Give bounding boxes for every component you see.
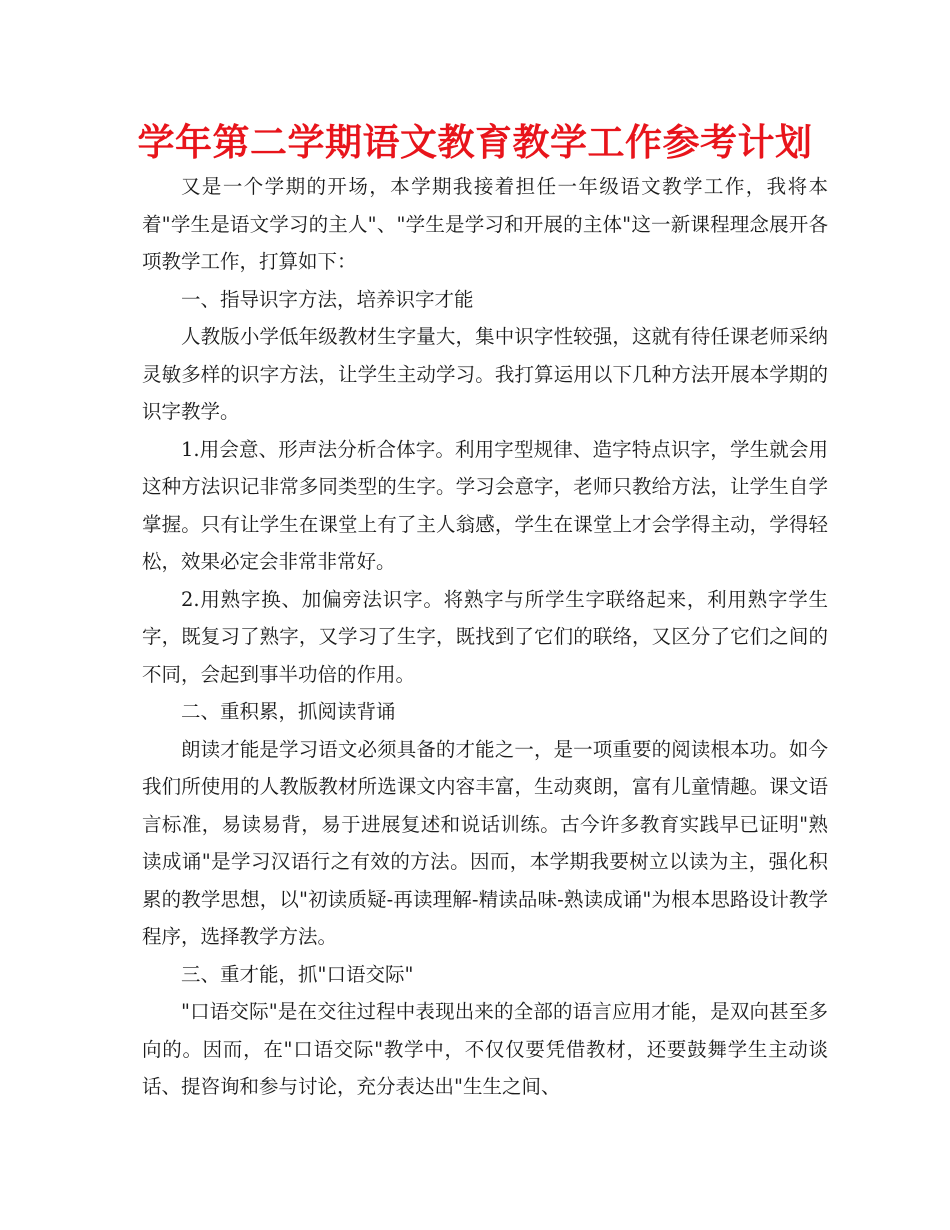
section-heading-3: 三、重才能，抓"口语交际" — [181, 962, 414, 986]
paragraph-oral: "口语交际"是在交往过程中表现出来的全部的语言应用才能，是双向甚至多向的。因而，在"口语交际"教学中，不仅仅要凭借教材，还要鼓舞学生主动谈话、提咨询和参与讨论，充分表达出"生生之间、 — [142, 1000, 828, 1098]
paragraph-reading: 朗读才能是学习语文必须具备的才能之一，是一项重要的阅读根本功。如今我们所使用的人教版教材所选课文内容丰富，生动爽朗，富有儿童情趣。课文语言标准，易读易背，易于进展复述和说话训练。古今许多教育实践早已证明"熟读成诵"是学习汉语行之有效的方法。因而，本学期我要树立以读为主，强化积累的教学思想，以"初读质疑-再读理解-精读品味-熟读成诵"为根本思路设计教学程序，选择教学方法。 — [142, 737, 828, 948]
paragraph-method-1: 1.用会意、形声法分析合体字。利用字型规律、造字特点识字，学生就会用这种方法识记非常多同类型的生字。学习会意字，老师只教给方法，让学生自学掌握。只有让学生在课堂上有了主人翁感，学生在课堂上才会学得主动，学得轻松，效果必定会非常非常好。 — [142, 437, 828, 573]
paragraph-method-2: 2.用熟字换、加偏旁法识字。将熟字与所学生字联络起来，利用熟字学生字，既复习了熟字，又学习了生字，既找到了它们的联络，又区分了它们之间的不同，会起到事半功倍的作用。 — [142, 587, 828, 686]
paragraph-literacy: 人教版小学低年级教材生字量大，集中识字性较强，这就有待任课老师采纳灵敏多样的识字方法，让学生主动学习。我打算运用以下几种方法开展本学期的识字教学。 — [142, 325, 828, 423]
document-body — [142, 168, 828, 1106]
section-heading-1: 一、指导识字方法，培养识字才能 — [181, 287, 474, 311]
section-heading-2: 二、重积累，抓阅读背诵 — [181, 700, 396, 723]
paragraph-intro: 又是一个学期的开场，本学期我接着担任一年级语文教学工作，我将本着"学生是语文学习的主人"、"学生是学习和开展的主体"这一新课程理念展开各项教学工作，打算如下： — [142, 175, 828, 273]
document-title: 学年第二学期语文教育教学工作参考计划 — [137, 121, 813, 164]
